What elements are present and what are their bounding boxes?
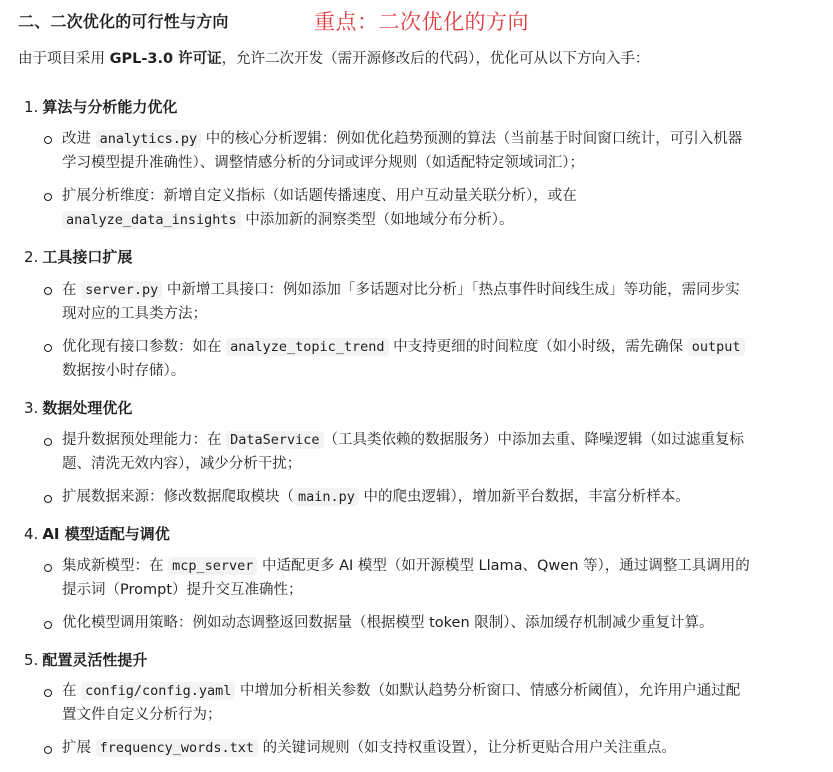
text: 中添加新的洞察类型（如地域分布分析）。 (240, 212, 514, 228)
section-4-item-1-line-2: 提示词（Prompt）提升交互准确性； (62, 582, 303, 598)
intro-suffix: ，允许二次开发（需开源修改后的代码），优化可从以下方向入手： (221, 51, 650, 67)
section-3-item-1-line-1 (62, 430, 744, 450)
bullet-icon (44, 285, 54, 295)
inline-code: DataService (226, 431, 323, 449)
section-1-title (24, 96, 177, 117)
text: 的关键词规则（如支持权重设置），让分析更贴合用户关注重点。 (258, 740, 676, 756)
section-5-number: 5. (24, 651, 39, 669)
section-3-number: 3. (24, 399, 39, 417)
intro-prefix: 由于项目采用 (18, 51, 110, 67)
inline-code: analyze_data_insights (62, 211, 241, 229)
text: 扩展 (62, 740, 96, 756)
section-2-number: 2. (24, 248, 39, 266)
section-5-item-1-line-1 (62, 681, 740, 701)
text: 集成新模型：在 (62, 558, 169, 574)
text: 提升数据预处理能力：在 (62, 432, 227, 448)
section-1-item-1-line-1 (62, 129, 742, 149)
bullet-icon (44, 342, 54, 352)
section-1-label: 算法与分析能力优化 (42, 98, 178, 116)
intro-license: GPL-3.0 许可证 (109, 51, 222, 67)
section-4-title (24, 523, 170, 544)
text: 在 (62, 683, 82, 699)
text: 中适配更多 AI 模型（如开源模型 Llama、Qwen 等），通过调整工具调用的 (257, 558, 750, 574)
section-2-item-1-line-2: 现对应的工具类方法； (62, 306, 207, 322)
text: （工具类依赖的数据服务）中添加去重、降噪逻辑（如过滤重复标 (323, 432, 745, 448)
text: 中支持更细的时间粒度（如小时级，需先确保 (388, 339, 688, 355)
bullet-icon (44, 687, 54, 697)
bullet-icon (44, 744, 54, 754)
section-4-item-2-line-1: 优化模型调用策略：例如动态调整返回数据量（根据模型 token 限制）、添加缓存机制减少重复计算。 (62, 615, 714, 631)
text: 中增加分析相关参数（如默认趋势分析窗口、情感分析阈值），允许用户通过配 (235, 683, 741, 699)
text: 中的爬虫逻辑），增加新平台数据，丰富分析样本。 (358, 489, 690, 505)
bullet-icon (44, 191, 54, 201)
section-1-number: 1. (24, 98, 39, 116)
section-5-label: 配置灵活性提升 (42, 651, 148, 669)
section-heading: 二、二次优化的可行性与方向 (18, 12, 229, 31)
inline-code: server.py (81, 281, 162, 299)
section-5-item-1-line-2: 置文件自定义分析行为； (62, 707, 222, 723)
text: 在 (62, 282, 82, 298)
inline-code: output (688, 338, 745, 356)
section-3-title (24, 397, 132, 418)
section-3-item-2-line-1 (62, 487, 690, 507)
inline-code: frequency_words.txt (96, 739, 258, 757)
section-2-item-2-line-1 (62, 337, 745, 357)
section-2-item-2-line-2: 数据按小时存储）。 (62, 363, 186, 379)
section-4-label: AI 模型适配与调优 (42, 525, 170, 543)
intro-paragraph (18, 47, 649, 68)
highlight-annotation: 重点：二次优化的方向 (314, 10, 529, 34)
text: 中的核心分析逻辑：例如优化趋势预测的算法（当前基于时间窗口统计，可引入机器 (201, 131, 743, 147)
inline-code: main.py (294, 488, 359, 506)
text: 改进 (62, 131, 96, 147)
inline-code: mcp_server (168, 557, 257, 575)
section-4-item-1-line-1 (62, 556, 750, 576)
section-1-item-2-line-2 (62, 210, 514, 230)
text: 扩展数据来源：修改数据爬取模块（ (62, 489, 294, 505)
section-3-label: 数据处理优化 (42, 399, 133, 417)
inline-code: config/config.yaml (81, 682, 235, 700)
bullet-icon (44, 134, 54, 144)
bullet-icon (44, 562, 54, 572)
section-3-item-1-line-2: 题、清洗无效内容），减少分析干扰； (62, 456, 302, 472)
section-2-item-1-line-1 (62, 280, 740, 300)
text: 中新增工具接口：例如添加「多话题对比分析」「热点事件时间线生成」等功能，需同步实 (162, 282, 740, 298)
section-1-item-1-line-2: 学习模型提升准确性）、调整情感分析的分词或评分规则（如适配特定领域词汇）； (62, 155, 584, 171)
bullet-icon (44, 436, 54, 446)
section-2-label: 工具接口扩展 (42, 248, 133, 266)
inline-code: analyze_topic_trend (226, 338, 388, 356)
inline-code: analytics.py (96, 130, 202, 148)
section-5-title (24, 649, 147, 670)
section-1-item-2-line-1: 扩展分析维度：新增自定义指标（如话题传播速度、用户互动量关联分析），或在 (62, 188, 577, 204)
section-2-title (24, 246, 132, 267)
bullet-icon (44, 619, 54, 629)
section-5-item-2-line-1 (62, 738, 676, 758)
text: 优化现有接口参数：如在 (62, 339, 227, 355)
section-4-number: 4. (24, 525, 39, 543)
bullet-icon (44, 493, 54, 503)
